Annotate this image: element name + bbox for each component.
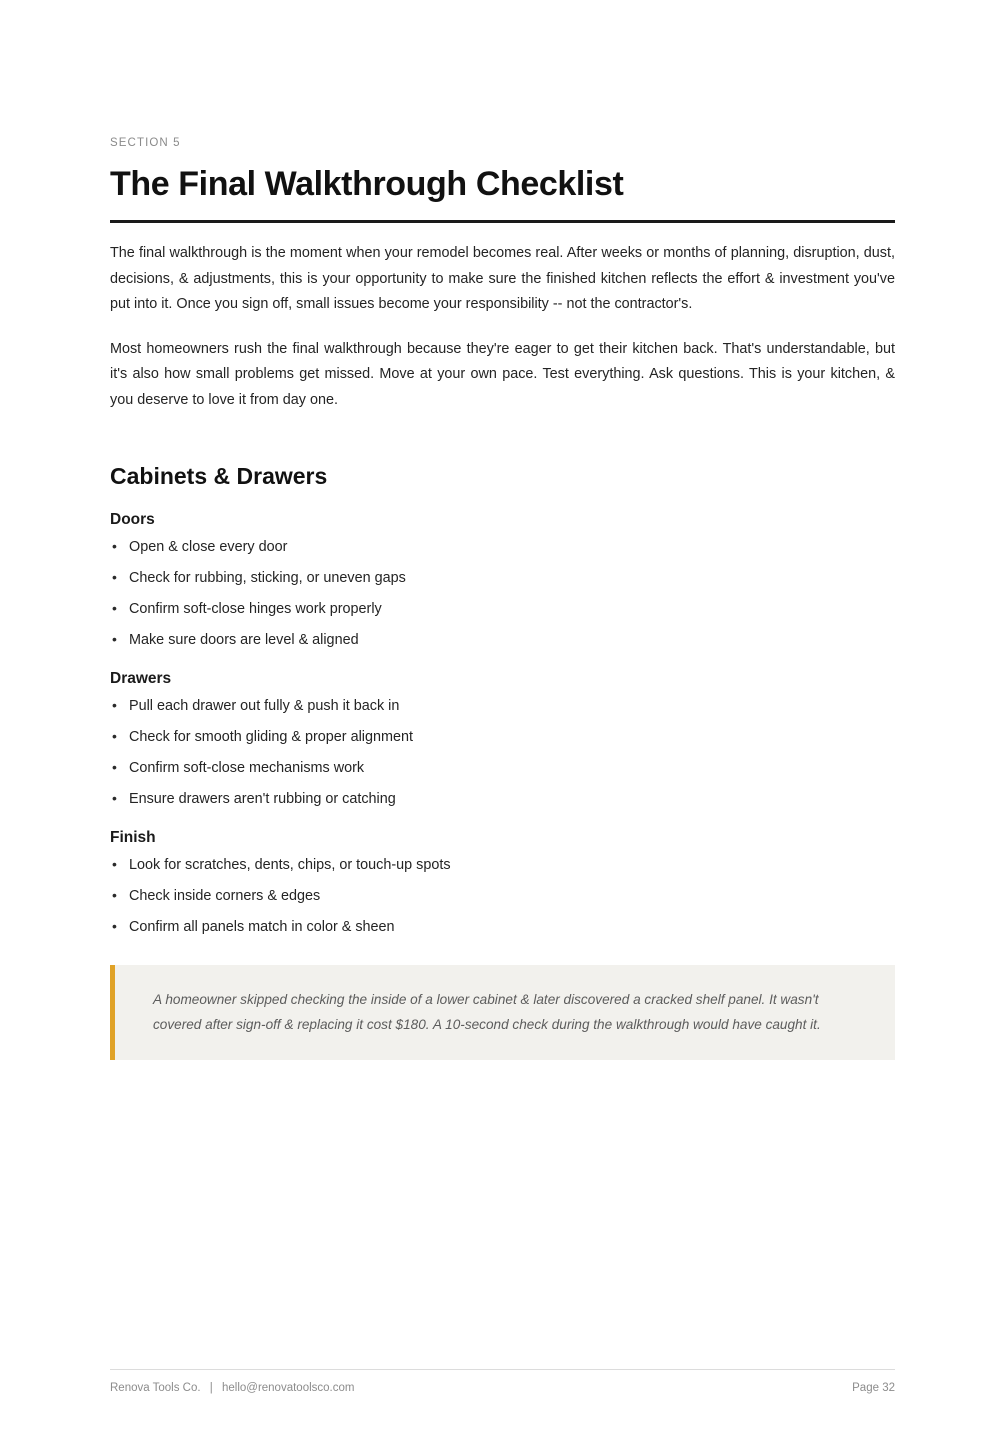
- checklist-group-drawers: [110, 670, 895, 808]
- footer-page-number: Page 32: [852, 1382, 895, 1394]
- page-footer: [110, 1369, 895, 1394]
- checklist-doors: [110, 538, 895, 649]
- footer-left: [110, 1382, 354, 1394]
- list-item: • Check inside corners & edges: [110, 887, 895, 905]
- list-item: • Open & close every door: [110, 538, 895, 556]
- group-heading-drawers: Drawers: [110, 670, 172, 687]
- checklist-group-doors: [110, 511, 895, 649]
- page-title: The Final Walkthrough Checklist: [110, 165, 624, 203]
- list-item: • Make sure doors are level & aligned: [110, 631, 895, 649]
- list-item: • Ensure drawers aren't rubbing or catching: [110, 790, 895, 808]
- list-item: • Confirm soft-close hinges work properly: [110, 600, 895, 618]
- group-heading-finish: Finish: [110, 829, 156, 846]
- list-item: • Confirm soft-close mechanisms work: [110, 759, 895, 777]
- list-item: • Confirm all panels match in color & sheen: [110, 918, 895, 936]
- list-item: • Check for rubbing, sticking, or uneven gaps: [110, 569, 895, 587]
- group-heading-doors: Doors: [110, 511, 155, 528]
- footer-company: Renova Tools Co.: [110, 1382, 201, 1394]
- intro-section: [110, 241, 895, 413]
- section-label: SECTION 5: [110, 137, 181, 149]
- section-heading-cabinets-drawers: Cabinets & Drawers: [110, 463, 328, 489]
- intro-paragraph-1: The final walkthrough is the moment when your remodel becomes real. After weeks or months of planning, disruption, dust, decisions, & adjustments, this is your opportunity to make sure the finished kitchen reflects the effort & investment you've put into it. Once you sign off, small issues become your responsibility -- not the contractor's.: [110, 245, 895, 312]
- checklist-finish: [110, 856, 895, 936]
- document-page: [0, 137, 1005, 1438]
- list-item: • Pull each drawer out fully & push it back in: [110, 697, 895, 715]
- intro-paragraph-2: Most homeowners rush the final walkthrough because they're eager to get their kitchen back. That's understandable, but it's also how small problems get missed. Move at your own pace. Test everything. Ask questions. This is your kitchen, & you deserve to love it from day one.: [110, 340, 895, 408]
- title-divider: [110, 220, 895, 223]
- list-item: • Look for scratches, dents, chips, or touch-up spots: [110, 856, 895, 874]
- callout-box: [110, 965, 895, 1060]
- footer-email: hello@renovatoolsco.com: [221, 1382, 355, 1394]
- checklist-group-finish: [110, 829, 895, 936]
- checklist-drawers: [110, 697, 895, 808]
- callout-text: A homeowner skipped checking the inside of a lower cabinet & later discovered a cracked shelf panel. It wasn't covered after sign-off & replacing it cost $180. A 10-second check during the walkthrough would have caught it.: [153, 992, 821, 1032]
- footer-separator: |: [209, 1382, 213, 1394]
- list-item: • Check for smooth gliding & proper alignment: [110, 728, 895, 746]
- footer-divider: [110, 1369, 895, 1370]
